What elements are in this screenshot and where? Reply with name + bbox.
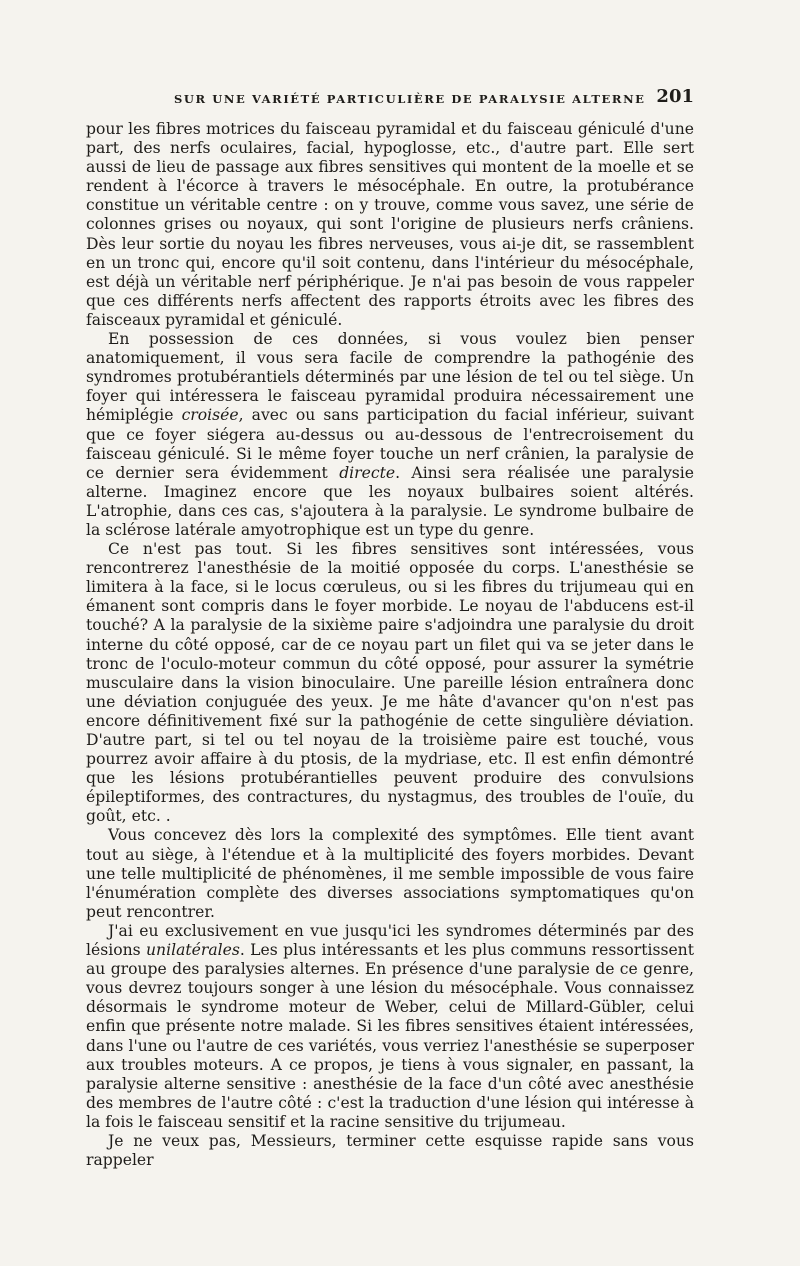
page-number: 201 <box>656 86 694 107</box>
paragraph-2-text-e: . Ainsi sera réalisée une paralysie alterne. Imaginez encore que les noyaux bulbaires soient altérés. L'atrophie, dans ces cas, s'ajoutera à la paralysie. Le syndrome bulbaire de la sclérose latérale amyotrophique est un type du genre. <box>86 463 694 539</box>
emphasis-directe: directe <box>339 463 396 482</box>
paragraph-5 <box>86 922 694 1132</box>
running-title: SUR UNE VARIÉTÉ PARTICULIÈRE DE PARALYSIE ALTERNE <box>174 92 646 106</box>
paragraph-1: pour les fibres motrices du faisceau pyramidal et du faisceau géniculé d'une part, des nerfs oculaires, facial, hypoglosse, etc., d'autre part. Elle sert aussi de lieu de passage aux fibres sensitives qui montent de la moelle et se rendent à l'écorce à travers le mésocéphale. En outre, la protubérance constitue un véritable centre : on y trouve, comme vous savez, une série de colonnes grises ou noyaux, qui sont l'origine de plusieurs nerfs crâniens. Dès leur sortie du noyau les fibres nerveuses, vous ai-je dit, se rassemblent en un tronc qui, encore qu'il soit contenu, dans l'intérieur du mésocéphale, est déjà un véritable nerf périphérique. Je n'ai pas besoin de vous rappeler que ces différents nerfs affectent des rapports étroits avec les fibres des faisceaux pyramidal et géniculé. <box>86 120 694 329</box>
paragraph-5-text-a: J'ai eu exclusivement en vue jusqu'ici les syndromes déterminés par des lésions <box>86 921 694 960</box>
paragraph-4: Vous concevez dès lors la complexité des symptômes. Elle tient avant tout au siège, à l'étendue et à la multiplicité des foyers morbides. Devant une telle multiplicité de phénomènes, il me semble impossible de vous faire l'énumération complète des diverses associations symptomatiques qu'on peut rencontrer. <box>86 826 694 921</box>
paragraph-3: Ce n'est pas tout. Si les fibres sensitives sont intéressées, vous rencontrerez l'anesthésie de la moitié opposée du corps. L'anesthésie se limitera à la face, si le locus cœruleus, ou si les fibres du trijumeau qui en émanent sont compris dans le foyer morbide. Le noyau de l'abducens est-il touché? A la paralysie de la sixième paire s'adjoindra une paralysie du droit interne du côté opposé, car de ce noyau part un filet qui va se jeter dans le tronc de l'oculo-moteur commun du côté opposé, pour assurer la symétrie musculaire dans la vision binoculaire. Une pareille lésion entraînera donc une déviation conjuguée des yeux. Je me hâte d'avancer qu'on n'est pas encore définitivement fixé sur la pathogénie de cette singulière déviation. D'autre part, si tel ou tel noyau de la troisième paire est touché, vous pourrez avoir affaire à du ptosis, de la mydriase, etc. Il est enfin démontré que les lésions protubérantielles peuvent produire des convulsions épileptiformes, des contractures, du nystagmus, des troubles de l'ouïe, du goût, etc. . <box>86 540 694 826</box>
paragraph-2-text-a: En possession de ces données, si vous voulez bien penser anatomiquement, il vous sera facile de comprendre la pathogénie des syndromes protubérantiels déterminés par une lésion de tel ou tel siège. Un foyer qui intéressera le faisceau pyramidal produira nécessairement une hémiplégie <box>86 330 694 425</box>
emphasis-unilaterales: unilatérales <box>146 941 240 960</box>
paragraph-6: Je ne veux pas, Messieurs, terminer cette esquisse rapide sans vous rappeler <box>86 1131 694 1170</box>
book-page <box>86 88 694 1170</box>
running-header <box>86 88 694 112</box>
paragraph-5-text-c: . Les plus intéressants et les plus communs ressortissent au groupe des paralysies alternes. En présence d'une paralysie de ce genre, vous devrez toujours songer à une lésion du mésocéphale. Vous connaissez désormais le syndrome moteur de Weber, celui de Millard-Gübler, celui enfin que présente notre malade. Si les fibres sensitives étaient intéressées, dans l'une ou l'autre de ces variétés, vous verriez l'anesthésie se superposer aux troubles moteurs. A ce propos, je tiens à vous signaler, en passant, la paralysie alterne sensitive : anesthésie de la face d'un côté avec anesthésie des membres de l'autre côté : c'est la traduction d'une lésion qui intéresse à la fois le faisceau sensitif et la racine sensitive du trijumeau. <box>86 941 694 1131</box>
paragraph-2-text-c: , avec ou sans participation du facial inférieur, suivant que ce foyer siégera au-dessus ou au-dessous de l'entrecroisement du faisceau géniculé. Si le même foyer touche un nerf crânien, la paralysie de ce dernier sera évidemment <box>86 406 694 482</box>
emphasis-croisee: croisée <box>181 406 239 425</box>
paragraph-2 <box>86 330 694 540</box>
